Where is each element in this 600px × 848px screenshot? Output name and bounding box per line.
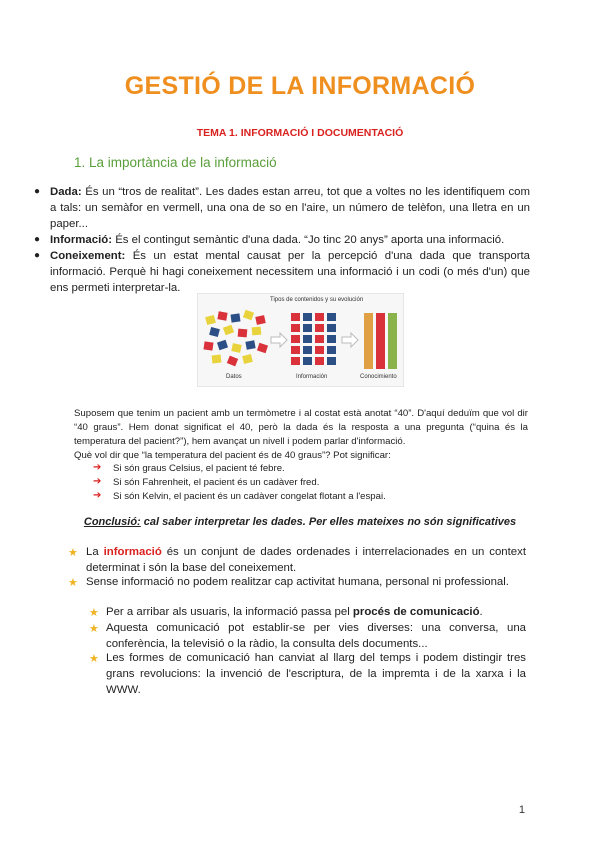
information-square	[327, 346, 336, 354]
star-icon: ★	[68, 547, 78, 559]
data-square	[255, 315, 265, 325]
arrow-right-icon	[270, 332, 288, 348]
arrow-right-icon	[341, 332, 359, 348]
information-square	[303, 335, 312, 343]
information-square	[327, 313, 336, 321]
data-square	[209, 327, 220, 337]
data-square	[231, 343, 241, 353]
arrow-bullet-icon: ➔	[93, 476, 102, 487]
conclusion	[0, 516, 600, 528]
information-square	[327, 335, 336, 343]
knowledge-bar	[388, 313, 397, 369]
example-paragraph: Suposem que tenim un pacient amb un termòmetre i al costat està anotat “40”. D'aquí deduïm que vol dir “40 graus”. Hem donat significat el 40, però la dada és la resposta a una pregunta (“quina és la temperatura del pacient?”), hem avançat un nivell i podem parlar d'informació.	[74, 408, 528, 447]
figure-label-datos: Datos	[226, 374, 242, 380]
data-square	[217, 340, 228, 350]
conclusion-text: cal saber interpretar les dades. Per elles mateixes no són significatives	[140, 516, 517, 528]
star-icon: ★	[89, 623, 99, 635]
definition-informacio	[50, 232, 530, 248]
definition-text: És un “tros de realitat”. Les dades estan arreu, tot que a voltes no les identifiquem com a tals: un semàfor en vermell, una ona de so en l'aire, un número de telèfon, una lletra en un paper...	[50, 186, 530, 230]
data-square	[243, 310, 254, 321]
topic-subtitle: TEMA 1. INFORMACIÓ I DOCUMENTACIÓ	[196, 127, 404, 139]
information-square	[327, 324, 336, 332]
section-heading: 1. La importància de la informació	[74, 155, 277, 170]
bullet-icon: ●	[34, 186, 41, 197]
data-square	[217, 311, 227, 320]
information-square	[291, 346, 300, 354]
definition-text: És el contingut semàntic d'una dada. “Jo tinc 20 anys” aporta una informació.	[112, 234, 505, 246]
information-square	[291, 357, 300, 365]
figure-title: Tipos de contenidos y su evolución	[270, 297, 364, 303]
information-square	[303, 346, 312, 354]
data-square	[203, 341, 213, 350]
definition-coneixement	[50, 248, 530, 296]
data-information-knowledge-figure	[197, 293, 404, 387]
star-text: Aquesta comunicació pot establir-se per vies diverses: una conversa, una conferència, la televisió o la ràdio, la consulta dels documents...	[106, 622, 526, 650]
data-square	[230, 313, 240, 322]
figure-label-informacion: Información	[296, 374, 328, 380]
knowledge-bar	[376, 313, 385, 369]
star-text: .	[479, 606, 483, 618]
data-square	[257, 343, 268, 353]
sub-star-item	[106, 604, 526, 620]
example-item: Si són Kelvin, el pacient és un cadàver congelat flotant a l'espai.	[113, 491, 386, 502]
bullet-icon: ●	[34, 250, 41, 261]
information-grid	[291, 313, 337, 369]
data-square	[212, 355, 222, 364]
document-title: GESTIÓ DE LA INFORMACIÓ	[124, 72, 476, 100]
star-text: Les formes de comunicació han canviat al llarg del temps i podem distingir tres grans revolucions: la invenció de l'escriptura, de la impremta i de la xarxa i la WWW.	[106, 652, 526, 696]
star-item	[86, 574, 526, 590]
information-square	[303, 324, 312, 332]
information-square	[315, 335, 324, 343]
example-item: Si són graus Celsius, el pacient té febre.	[113, 463, 285, 474]
star-icon: ★	[68, 577, 78, 589]
data-square	[227, 356, 238, 367]
knowledge-bar	[364, 313, 373, 369]
bold-term: procés de comunicació	[352, 606, 480, 618]
star-text: La	[86, 546, 104, 558]
data-square	[223, 325, 234, 336]
arrow-bullet-icon: ➔	[93, 462, 102, 473]
definition-text: És un estat mental causat per la percepció d'una dada que transporta informació. Perquè hi hagi coneixement necessitem una informació i un codi (o més d'un) que ens permeti interpretar-la.	[50, 250, 530, 294]
data-square	[205, 315, 216, 325]
information-square	[291, 313, 300, 321]
example-item: Si són Fahrenheit, el pacient és un cadàver fred.	[113, 477, 320, 488]
information-square	[327, 357, 336, 365]
conclusion-label: Conclusió:	[83, 516, 141, 528]
example-question: Què vol dir que “la temperatura del pacient és de 40 graus”? Pot significar:	[74, 450, 391, 461]
highlight-term: informació	[103, 546, 162, 558]
information-square	[315, 324, 324, 332]
page-number: 1	[518, 804, 525, 816]
star-item	[86, 544, 526, 576]
data-square	[242, 354, 253, 364]
arrow-bullet-icon: ➔	[93, 490, 102, 501]
information-square	[315, 357, 324, 365]
definition-dada	[50, 184, 530, 232]
star-icon: ★	[89, 607, 99, 619]
information-square	[291, 324, 300, 332]
definition-term: Informació:	[50, 234, 113, 246]
information-square	[303, 357, 312, 365]
information-square	[291, 335, 300, 343]
star-text: Per a arribar als usuaris, la informació passa pel	[106, 606, 353, 618]
star-text: Sense informació no podem realitzar cap activitat humana, personal ni professional.	[86, 576, 509, 588]
sub-star-item	[106, 650, 526, 698]
sub-star-item	[106, 620, 526, 652]
information-square	[303, 313, 312, 321]
information-square	[315, 346, 324, 354]
definition-term: Coneixement:	[50, 250, 126, 262]
definition-term: Dada:	[50, 186, 82, 198]
star-icon: ★	[89, 653, 99, 665]
data-square	[238, 329, 248, 338]
star-text: és un conjunt de dades ordenades i interrelacionades en un context determinat i són la base del coneixement.	[86, 546, 526, 574]
bullet-icon: ●	[34, 234, 41, 245]
information-square	[315, 313, 324, 321]
figure-label-conocimiento: Conocimiento	[360, 374, 397, 380]
data-square	[245, 340, 255, 349]
data-square	[252, 327, 262, 336]
